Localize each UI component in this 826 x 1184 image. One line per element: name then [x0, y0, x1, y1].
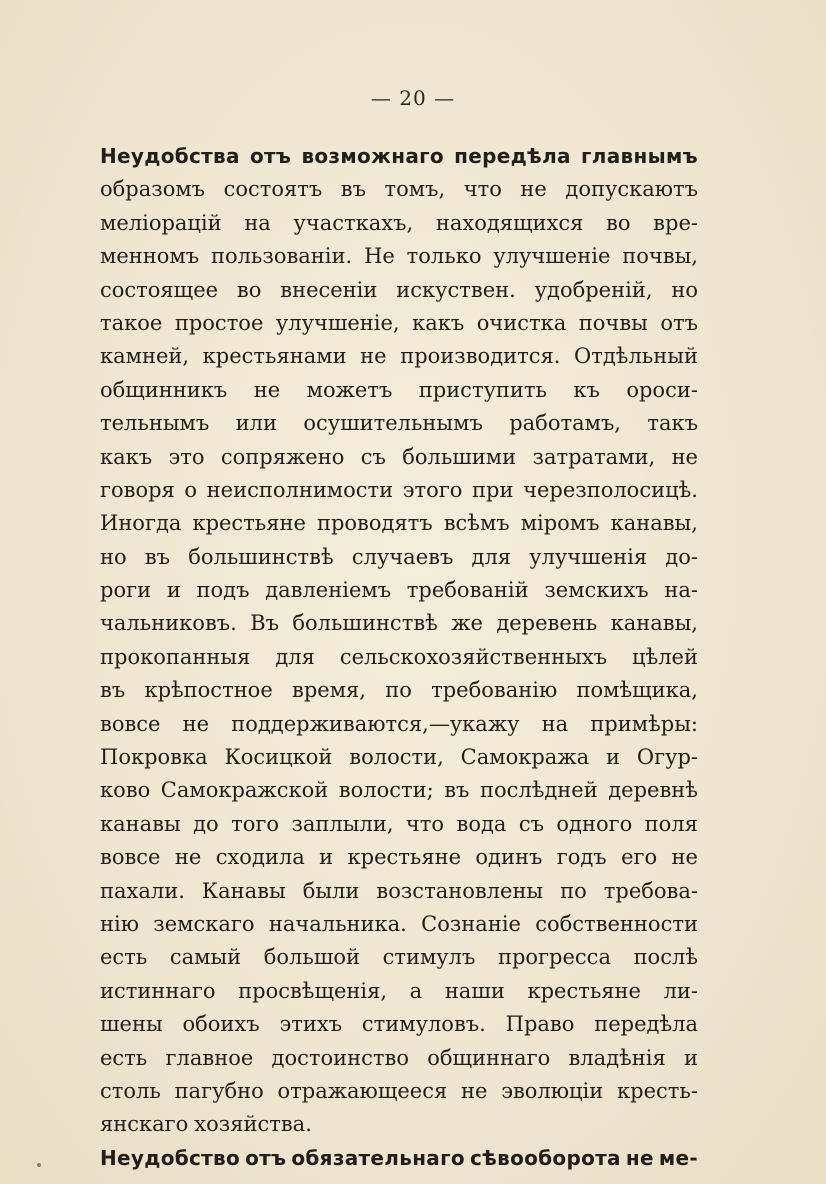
text-line: есть главное достоинство общиннаго владѣнія и: [100, 1045, 698, 1070]
text-line: ково Самокражской волости; въ послѣдней деревнѣ: [100, 778, 698, 803]
text-line: истиннаго просвѣщенія, а наши крестьяне ли-: [100, 978, 698, 1003]
body-text: [100, 140, 698, 1175]
text-line: меліорацій на участкахъ, находящихся во вре-: [100, 210, 698, 235]
text-line: нію земскаго начальника. Сознаніе собственности: [100, 911, 698, 936]
text-line: янскаго хозяйства.: [100, 1112, 312, 1137]
text-line: вовсе не сходила и крестьяне одинъ годъ его не: [100, 845, 698, 870]
text-line: Неудобства отъ возможнаго передѣла главнымъ: [100, 144, 698, 168]
text-line: прокопанныя для сельскохозяйственныхъ цѣлей: [100, 644, 698, 669]
text-line: тельнымъ или осушительнымъ работамъ, такъ: [100, 411, 698, 436]
page-number: — 20 —: [370, 86, 456, 110]
text-line: въ крѣпостное время, по требованію помѣщика,: [100, 678, 698, 703]
text-line: но въ большинствѣ случаевъ для улучшенія до-: [100, 544, 698, 569]
text-line: Неудобство отъ обязательнаго сѣвооборота не ме-: [100, 1145, 698, 1170]
paper-speck: [37, 1163, 41, 1167]
text-line: такое простое улучшеніе, какъ очистка почвы отъ: [100, 310, 698, 335]
text-line: столь пагубно отражающееся не эволюціи кресть-: [100, 1078, 698, 1103]
text-line: менномъ пользованіи. Не только улучшеніе почвы,: [100, 244, 698, 269]
text-line: Покровка Косицкой волости, Самокража и Огур-: [100, 745, 698, 770]
text-line: есть самый большой стимулъ прогресса послѣ: [100, 945, 698, 970]
text-line: какъ это сопряжено съ большими затратами, не: [100, 444, 698, 469]
text-line: образомъ состоятъ въ томъ, что не допускаютъ: [100, 177, 698, 202]
text-line: говоря о неисполнимости этого при черезполосицѣ.: [100, 477, 698, 502]
text-line: состоящее во внесеніи искуствен. удобреній, но: [100, 277, 698, 302]
text-line: шены обоихъ этихъ стимуловъ. Право передѣла: [100, 1012, 698, 1037]
text-line: вовсе не поддерживаются,—укажу на примѣры:: [100, 711, 698, 736]
text-line: общинникъ не можетъ приступить къ ороси-: [100, 377, 698, 402]
text-line: Иногда крестьяне проводятъ всѣмъ міромъ канавы,: [100, 511, 698, 536]
text-line: роги и подъ давленіемъ требованій земскихъ на-: [100, 578, 698, 603]
text-line: чальниковъ. Въ большинствѣ же деревень канавы,: [100, 611, 698, 636]
text-line: пахали. Канавы были возстановлены по требова-: [100, 878, 698, 903]
text-line: камней, крестьянами не производится. Отдѣльный: [100, 344, 698, 369]
text-line: канавы до того заплыли, что вода съ одного поля: [100, 811, 698, 836]
